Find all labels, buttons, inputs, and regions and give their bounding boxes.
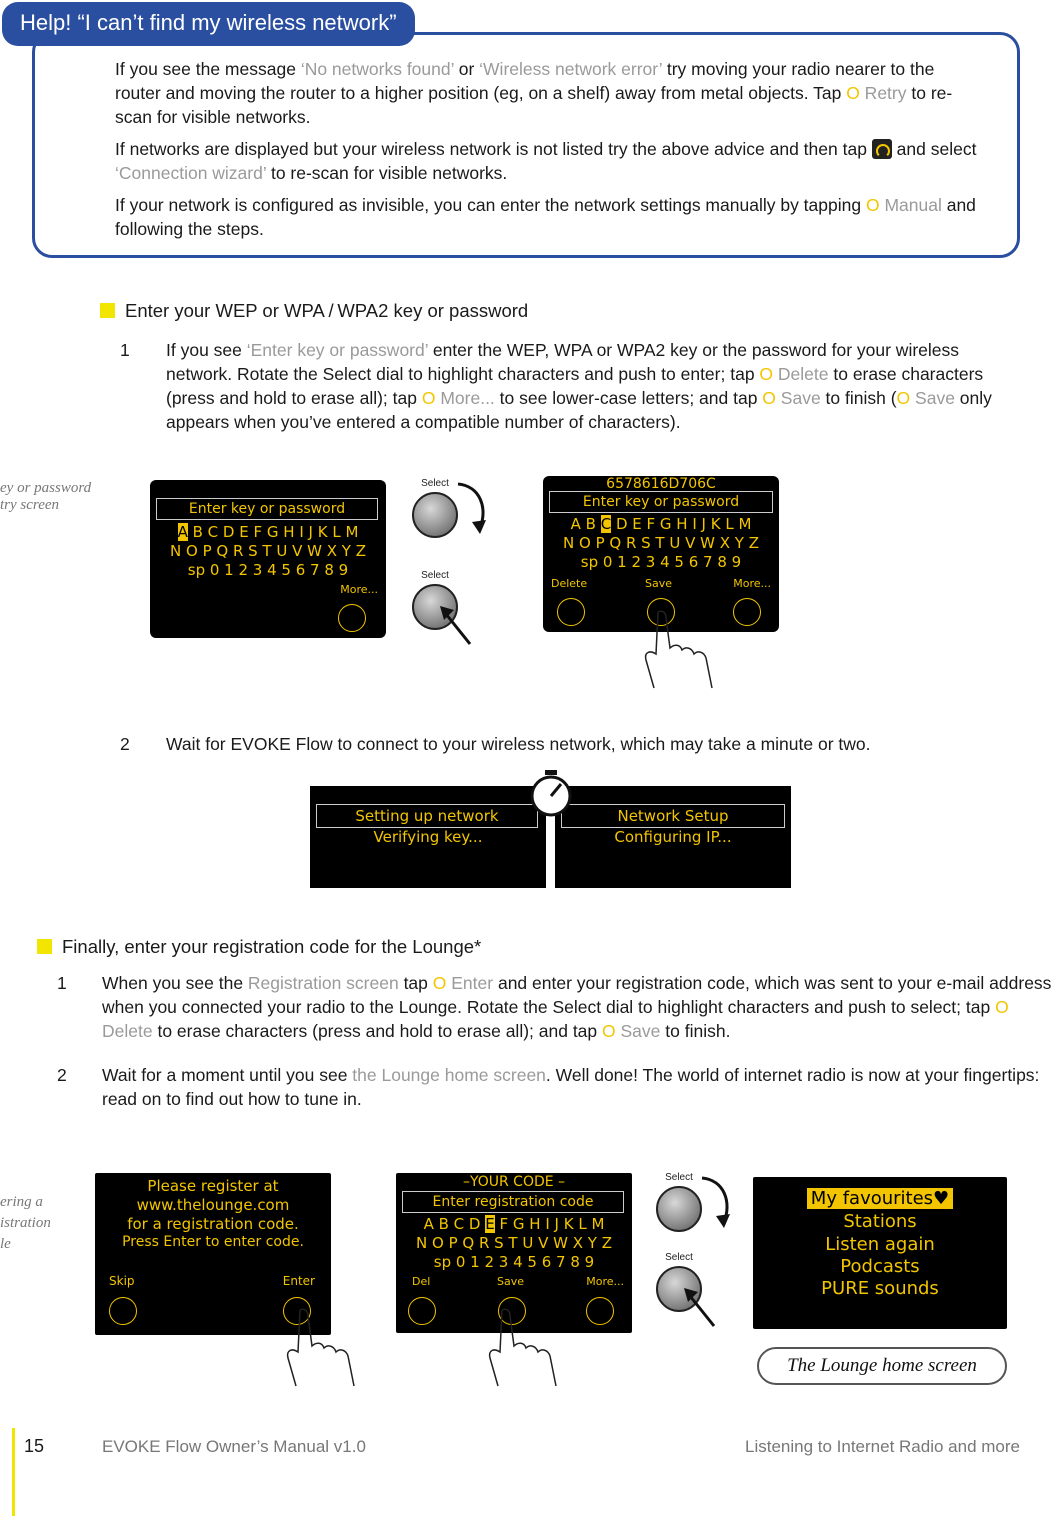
step-text: Wait for EVOKE Flow to connect to your wireless network, which may take a minute or two. [166,734,871,754]
help-paragraph-2: If networks are displayed but your wireless network is not listed try the above advice and then tap and select ‘Connection wizard’ to re-scan for visible networks. [115,139,977,183]
char-row-1: A B C D E F G H I J K L M [570,515,752,533]
page-number: 15 [24,1436,45,1456]
char-row-3: sp 0 1 2 3 4 5 6 7 8 9 [580,553,742,571]
step-text: When you see the Registration screen tap O Enter and enter your registration code, which was sent to your e-mail address when you connected your radio to the Lounge. Rotate the Select dial to highlight characters and push to select; tap O Delete to erase characters (press and hold to erase all); and tap O Save to finish. [102,973,1052,1041]
char-row-2: N O P Q R S T U V W X Y Z [170,542,366,560]
help-paragraph-1: If you see the message ‘No networks found’ or ‘Wireless network error’ try moving your radio nearer to the router and moving the router to a higher position (eg, on a shelf) away from metal objects. Tap O Retry to re-scan for visible networks. [115,59,953,127]
pointing-hand-icon [280,1306,364,1388]
register-line: Please register at [147,1177,279,1195]
help-tab-title: Help! “I can’t find my wireless network” [2,2,415,46]
rotate-arrow-icon [450,478,500,538]
footer-rule [12,1428,15,1516]
dial-label: Select [421,570,449,581]
step-text: If you see ‘Enter key or password’ enter the WEP, WPA or WPA2 key or the password for your wireless network. Rotate the Select dial to highlight characters and push to enter; tap O Delete to erase characters (press and hold to erase all); tap O More... to see lower-case letters; and tap O Save to finish (O Save only appears when you’ve entered a compatible number of characters). [166,340,992,432]
help-paragraph-3: If your network is configured as invisible, you can enter the network settings manually by tapping O Manual and following the steps. [115,195,976,239]
skip-button[interactable] [109,1297,137,1325]
delete-button[interactable] [408,1297,436,1325]
more-label: More... [586,1275,624,1288]
save-label: Save [497,1275,525,1288]
more-label: More... [340,583,378,596]
enter-label: Enter [282,1274,315,1288]
home-screen-caption: The Lounge home screen [757,1347,1007,1385]
pointing-hand-icon [482,1306,566,1388]
screen-title-box: Network Setup [561,804,785,828]
screen-title-box: Enter key or password [156,498,378,520]
char-row-2: N O P Q R S T U V W X Y Z [416,1234,612,1252]
help-box [32,32,1020,258]
dial-label: Select [665,1172,693,1183]
side-caption: ering a istration le [0,1194,51,1252]
char-row-1: A B C D E F G H I J K L M [177,523,359,541]
more-button[interactable] [338,604,366,632]
dial-label: Select [665,1252,693,1263]
push-arrow-icon [436,600,476,648]
more-label: More... [733,577,771,590]
delete-button[interactable] [557,598,585,626]
delete-label: Delete [551,577,588,590]
dial-label: Select [421,478,449,489]
footer-chapter: Listening to Internet Radio and more [744,1437,1020,1456]
step-number: 1 [57,973,67,993]
char-row-1: A B C D E F G H I J K L M [423,1215,605,1233]
char-row-2: N O P Q R S T U V W X Y Z [563,534,759,552]
bullet-square-icon [37,939,52,954]
entered-key: 6578616D706C [606,476,716,492]
register-line: Press Enter to enter code. [122,1234,304,1250]
screen-title-box: Setting up network [316,804,538,828]
status-text: Verifying key... [373,828,483,846]
pointing-hand-icon [636,608,726,690]
menu-item-favourites[interactable]: My favourites♥ [753,1188,1007,1209]
tuner-menu-icon [872,139,892,159]
rotate-arrow-icon [694,1172,744,1232]
save-label: Save [645,577,673,590]
status-text: Configuring IP... [614,828,732,846]
step-number: 1 [120,340,130,360]
entered-code: –YOUR CODE – [462,1174,566,1190]
skip-label: Skip [109,1274,135,1288]
step-number: 2 [57,1065,67,1085]
menu-item-pure-sounds[interactable]: PURE sounds [821,1278,939,1299]
screen-title-box: Enter key or password [549,491,773,513]
delete-label: Del [412,1275,431,1288]
screen-lounge-home [753,1177,1007,1329]
menu-item-podcasts[interactable]: Podcasts [840,1256,920,1277]
register-line: www.thelounge.com [136,1196,290,1214]
register-line: for a registration code. [127,1215,299,1233]
step-text: Wait for a moment until you see the Lounge home screen. Well done! The world of internet radio is now at your fingertips: read on to find out how to tune in. [102,1065,1040,1109]
push-arrow-icon [680,1282,720,1330]
section-heading-wep: Enter your WEP or WPA / WPA2 key or password [100,300,528,322]
menu-item-stations[interactable]: Stations [843,1211,917,1232]
step-number: 2 [120,734,130,754]
screen-setting-up-network [310,786,546,888]
bullet-square-icon [100,303,115,318]
footer-manual-title: EVOKE Flow Owner’s Manual v1.0 [102,1437,366,1456]
section-heading-registration: Finally, enter your registration code for the Lounge* [37,936,481,958]
screen-network-setup [555,786,791,888]
side-caption: ey or password try screen [0,480,92,513]
screen-title-box: Enter registration code [402,1191,624,1213]
char-row-3: sp 0 1 2 3 4 5 6 7 8 9 [433,1253,595,1271]
menu-item-listen-again[interactable]: Listen again [825,1234,935,1255]
screen-enter-key [150,480,386,638]
more-button[interactable] [733,598,761,626]
stopwatch-icon [528,768,574,820]
more-button[interactable] [586,1297,614,1325]
char-row-3: sp 0 1 2 3 4 5 6 7 8 9 [187,561,349,579]
